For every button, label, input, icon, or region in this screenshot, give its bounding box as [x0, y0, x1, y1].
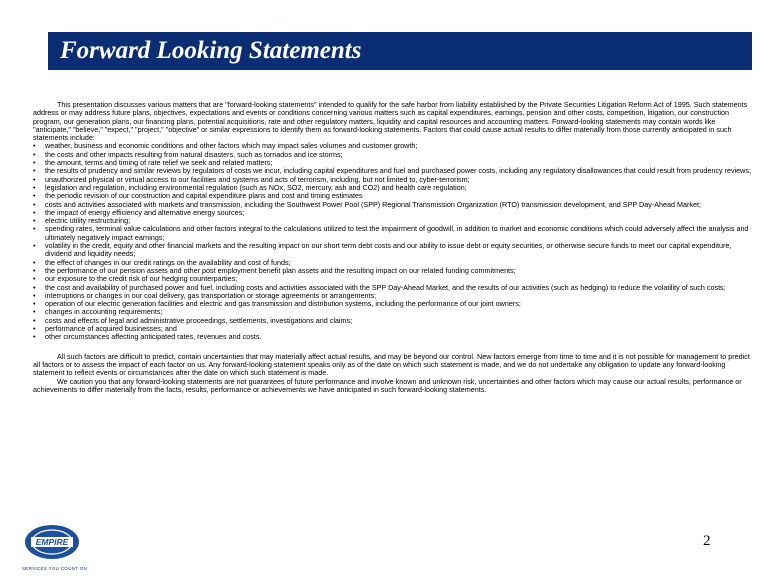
- factor-item: • the cost and availability of purchased power and fuel, including costs and activities associated with the SPP Day-Ahead Market, and the results of our activities (such as hedging) to reduce the volatility of such costs;: [33, 284, 751, 292]
- logo-tagline: SERVICES YOU COUNT ON: [22, 566, 88, 571]
- intro-paragraph: This presentation discusses various matters that are "forward-looking statements" intended to qualify for the safe harbor from liability established by the Private Securities Litigation Reform Act of 1995. Such statements address or may address future plans, objectives, expectations and events or conditions concerning various matters such as capital expenditures, earnings, pension and other costs, competition, litigation, our construction program, our generation plans, our financing plans, potential acquisitions, rate and other regulatory matters, liquidity and capital resources and accounting matters. Forward-looking statements may contain words like "anticipate," "believe," "expect," "project," "objective" or similar expressions to identify them as forward-looking statements. Factors that could cause actual results to differ materially from those currently anticipated in such statements include:: [33, 100, 748, 143]
- page-number: 2: [703, 533, 711, 549]
- factor-item: • changes in accounting requirements;: [33, 308, 751, 316]
- factor-item: • the amount, terms and timing of rate relief we seek and related matters;: [33, 159, 751, 167]
- factor-item: • costs and activities associated with markets and transmission, including the Southwest Power Pool (SPP) Regional Transmission Organization (RTO) transmission development, and SPP Day-Ahead Market;: [33, 201, 751, 209]
- spacer: [33, 342, 751, 353]
- factor-item: • volatility in the credit, equity and other financial markets and the resulting impact on our short term debt costs and our ability to issue debt or equity securities, or otherwise secure funds to meet our capital expenditure, dividend and liquidity needs;: [33, 242, 751, 259]
- logo-wordmark: EMPIRE: [35, 537, 69, 548]
- factor-item: • weather, business and economic conditions and other factors which may impact sales volumes and customer growth;: [33, 142, 751, 150]
- factor-item: • the costs and other impacts resulting from natural disasters, such as tornados and ice storms;: [33, 151, 751, 159]
- factor-item: • spending rates, terminal value calculations and other factors integral to the calculations utilized to test the impairment of goodwill, in addition to market and economic conditions which could adversely affect the analysis and ultimately negatively impact earnings;: [33, 225, 751, 242]
- factor-item: • interruptions or changes in our coal delivery, gas transportation or storage agreements or arrangements;: [33, 292, 751, 300]
- factor-item: • performance of acquired businesses; and: [33, 325, 751, 333]
- statement-body: [33, 101, 751, 394]
- factor-item: • other circumstances affecting anticipated rates, revenues and costs.: [33, 333, 751, 341]
- factor-item: • the results of prudency and similar reviews by regulators of costs we incur, including capital expenditures and fuel and purchased power costs, including any regulatory disallowances that could result from prudency reviews;: [33, 167, 751, 175]
- factor-item: • the performance of our pension assets and other post employment benefit plan assets and the resulting impact on our related funding commitments;: [33, 267, 751, 275]
- caution-paragraph: We caution you that any forward-looking statements are not guarantees of future performance and involve known and unknown risk, uncertainties and other factors which may cause our actual results, performance or achievements to differ materially from the facts, results, performance or achievements we have anticipated in such forward-looking statements.: [33, 376, 742, 394]
- factor-item: • costs and effects of legal and administrative proceedings, settlements, investigations and claims;: [33, 317, 751, 325]
- factor-item: • the effect of changes in our credit ratings on the availability and cost of funds;: [33, 259, 751, 267]
- factor-item: • electric utility restructuring;: [33, 217, 751, 225]
- factor-item: • unauthorized physical or virtual access to our facilities and systems and acts of terrorism, including, but not limited to, cyber-terrorism;: [33, 176, 751, 184]
- factor-item: • our exposure to the credit risk of our hedging counterparties;: [33, 275, 751, 283]
- closing-paragraph: All such factors are difficult to predict, contain uncertainties that may materially affect actual results, and may be beyond our control. New factors emerge from time to time and it is not possible for management to predict all factors or to assess the impact of each factor on us. Any forward-looking statement speaks only as of the date on which such statement is made, and we do not undertake any obligation to update any forward-looking statement to reflect events or circumstances after the date on which such statement is made.: [33, 351, 750, 378]
- slide-title: Forward Looking Statements: [60, 37, 362, 64]
- factor-item: • the periodic revision of our construction and capital expenditure plans and cost and timing estimates: [33, 192, 751, 200]
- factor-item: • operation of our electric generation facilities and electric and gas transmission and distribution systems, including the performance of our joint owners;: [33, 300, 751, 308]
- factor-item: • the impact of energy efficiency and alternative energy sources;: [33, 209, 751, 217]
- factor-list: [33, 142, 751, 341]
- factor-item: • legislation and regulation, including environmental regulation (such as NOx, SO2, mercury, ash and CO2) and health care regulation;: [33, 184, 751, 192]
